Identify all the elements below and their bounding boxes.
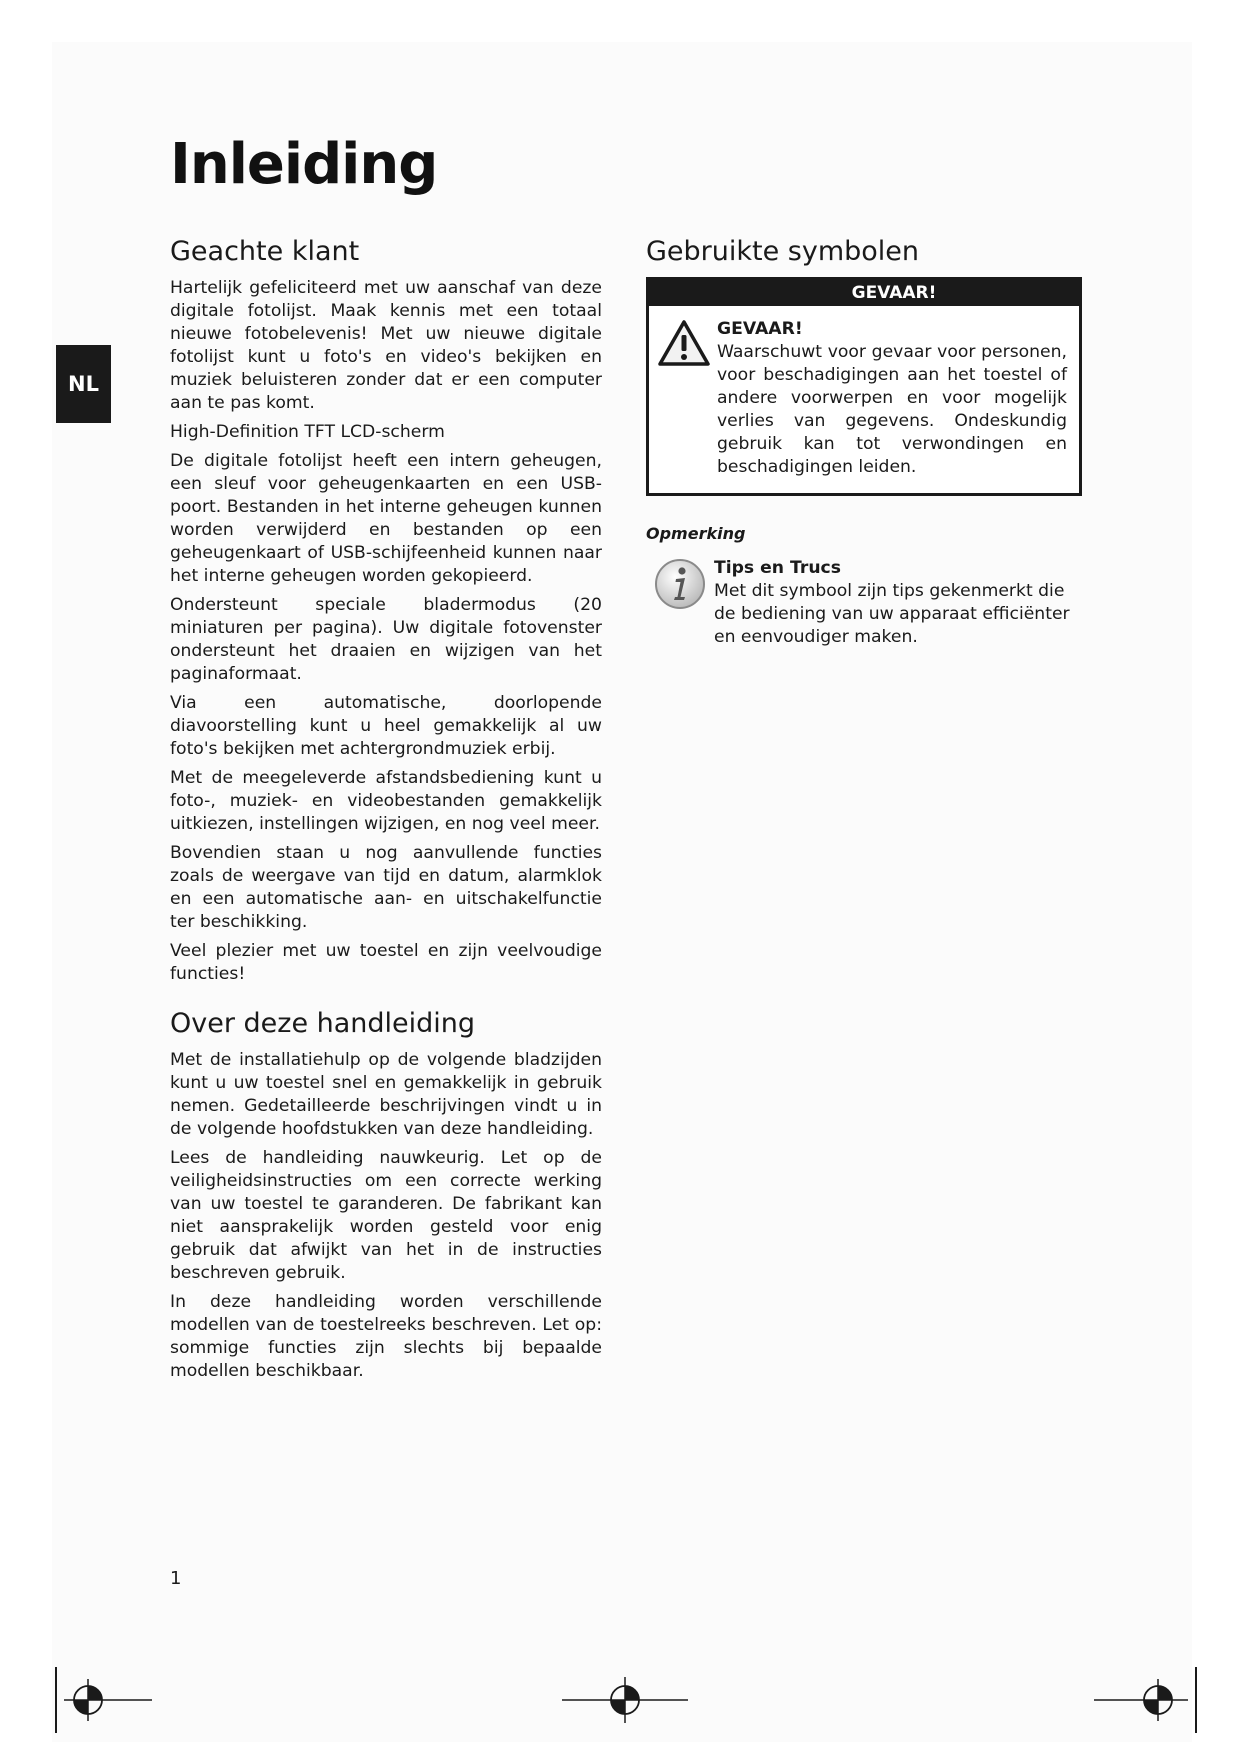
danger-box <box>646 277 1082 496</box>
danger-header: GEVAAR! <box>649 280 1079 306</box>
registration-mark-right <box>1092 1665 1202 1739</box>
danger-text <box>717 318 1067 485</box>
right-column <box>646 236 1082 655</box>
paragraph: In deze handleiding worden verschillende modellen van de toestelreeks beschreven. Let op: sommige functies zijn slechts bij bepaalde modellen beschikbaar. <box>170 1292 602 1381</box>
left-column <box>170 236 602 1389</box>
danger-body <box>649 306 1079 493</box>
info-icon <box>654 557 714 655</box>
section-heading-geachte-klant: Geachte klant <box>170 236 360 267</box>
paragraph: Hartelijk gefeliciteerd met uw aanschaf van deze digitale fotolijst. Maak kennis met een totaal nieuwe fotobelevenis! Met uw nieuwe digitale fotolijst kunt u foto's en video's bekijken en muziek beluisteren zonder dat er een computer aan te pas komt. <box>170 278 602 413</box>
paragraph: Via een automatische, doorlopende diavoorstelling kunt u heel gemakkelijk al uw foto's bekijken met achtergrondmuziek erbij. <box>170 693 602 759</box>
registration-mark-left <box>52 1665 162 1739</box>
paragraph: Lees de handleiding nauwkeurig. Let op de veiligheidsinstructies om een correcte werking van uw toestel te garanderen. De fabrikant kan niet aansprakelijk worden gesteld voor enig gebruik dat afwijkt van het in de instructies beschreven gebruik. <box>170 1148 602 1283</box>
page-number: 1 <box>170 1568 182 1589</box>
warning-triangle-icon <box>657 318 717 485</box>
paragraph: Ondersteunt speciale bladermodus (20 miniaturen per pagina). Uw digitale fotovenster ondersteunt het draaien en wijzigen van het paginaformaat. <box>170 595 602 684</box>
paragraph: High-Definition TFT LCD-scherm <box>170 422 445 442</box>
section-heading-over-deze-handleiding: Over deze handleiding <box>170 1008 476 1039</box>
tips-block <box>646 557 1082 655</box>
tips-text <box>714 557 1082 655</box>
registration-mark-center <box>560 1665 690 1739</box>
paragraph: Bovendien staan u nog aanvullende functies zoals de weergave van tijd en datum, alarmklok en een automatische aan- en uitschakelfunctie ter beschikking. <box>170 843 602 932</box>
paragraph: Veel plezier met uw toestel en zijn veelvoudige functies! <box>170 941 602 984</box>
section-heading-gebruikte-symbolen: Gebruikte symbolen <box>646 236 920 267</box>
paragraph: Met de installatiehulp op de volgende bladzijden kunt u uw toestel snel en gemakkelijk in gebruik nemen. Gedetailleerde beschrijvingen vindt u in de volgende hoofdstukken van deze handleiding. <box>170 1050 602 1139</box>
danger-label: GEVAAR! <box>717 319 803 339</box>
danger-description: Waarschuwt voor gevaar voor personen, voor beschadigingen aan het toestel of andere voorwerpen en voor mogelijk verlies van gegevens. Ondeskundig gebruik kan tot verwondingen en beschadigingen leiden. <box>717 342 1067 477</box>
note-label: Opmerking <box>646 524 746 543</box>
tips-label: Tips en Trucs <box>714 558 841 578</box>
paragraph: De digitale fotolijst heeft een intern geheugen, een sleuf voor geheugenkaarten en een USB-poort. Bestanden in het interne geheugen kunnen worden verwijderd en bestanden op een geheugenkaart of USB-schijfeenheid kunnen naar het interne geheugen worden gekopieerd. <box>170 451 602 586</box>
tips-description: Met dit symbool zijn tips gekenmerkt die de bediening van uw apparaat efficiënter en eenvoudiger maken. <box>714 581 1070 647</box>
language-tab-label: NL <box>68 372 99 396</box>
paragraph: Met de meegeleverde afstandsbediening kunt u foto-, muziek- en videobestanden gemakkelijk uitkiezen, instellingen wijzigen, en nog veel meer. <box>170 768 602 834</box>
language-tab <box>56 345 111 423</box>
page-title: Inleiding <box>170 132 438 197</box>
